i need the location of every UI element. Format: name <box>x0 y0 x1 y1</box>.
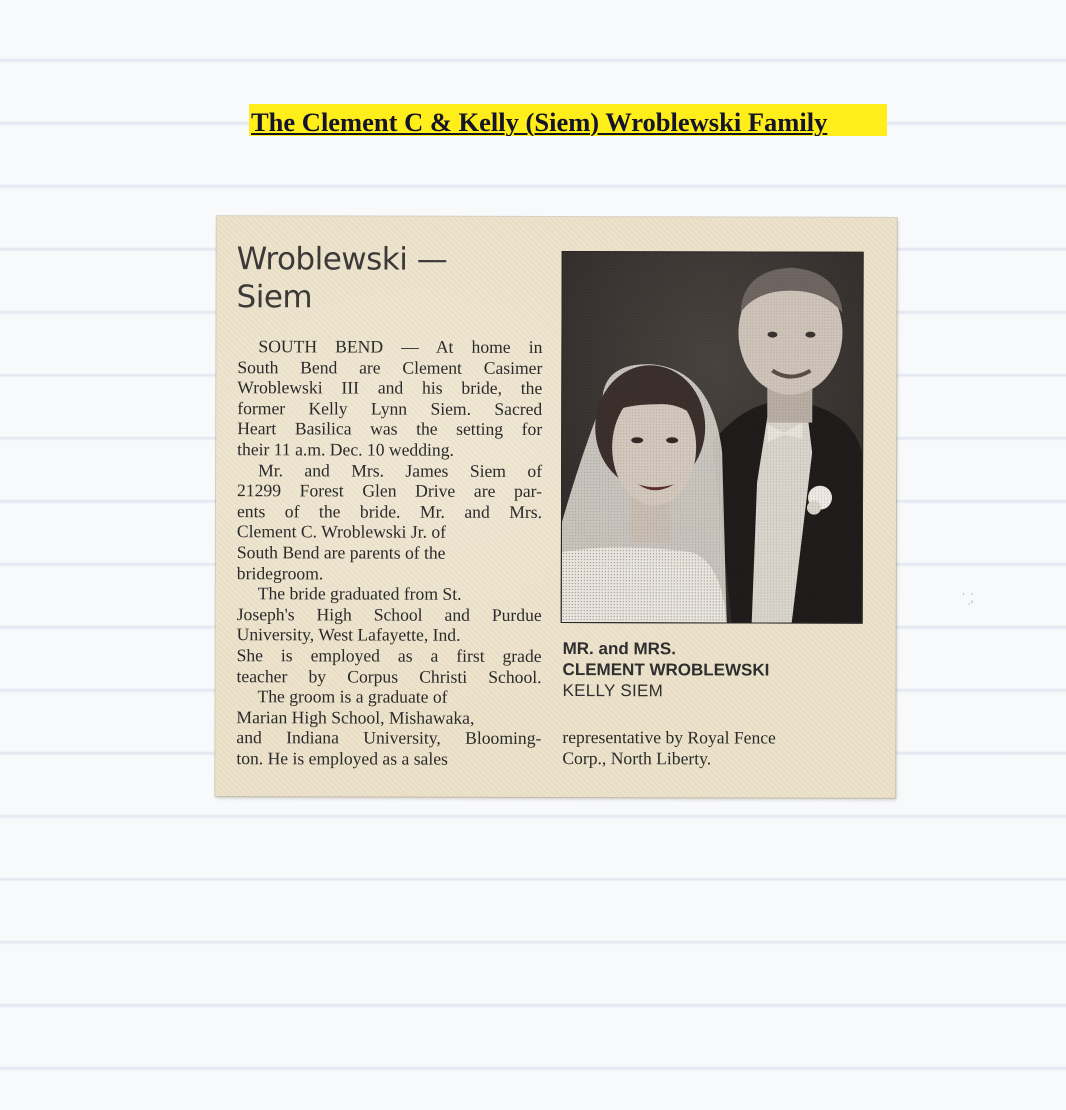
newspaper-clipping <box>215 216 897 798</box>
body-line: ton. He is employed as a sales <box>236 748 448 769</box>
body-line: South Bend are parents of the <box>236 542 446 563</box>
body-line: Joseph's High School and Purdue <box>236 603 542 625</box>
article-headline <box>236 240 536 317</box>
body-line: former Kelly Lynn Siem. Sacred <box>237 397 543 419</box>
body-line: SOUTH BEND — At home in <box>258 336 543 357</box>
body-line: their 11 a.m. Dec. 10 wedding. <box>237 439 454 460</box>
body-line: She is employed as a first grade <box>236 645 542 666</box>
caption-line: MR. and MRS. <box>562 639 676 659</box>
caption-line: KELLY SIEM <box>562 681 664 701</box>
body-line: University, West Lafayette, Ind. <box>236 624 461 646</box>
wedding-photo <box>561 251 864 624</box>
body-line: Mr. and Mrs. James Siem of <box>258 459 543 481</box>
body-line: Wroblewski III and his bride, the <box>237 377 543 399</box>
body-line: South Bend are Clement Casimer <box>237 356 543 378</box>
body-line: The bride graduated from St. <box>257 583 462 604</box>
caption-line: CLEMENT WROBLEWSKI <box>562 660 770 680</box>
continued-line: representative by Royal Fence <box>562 727 776 748</box>
article-continued <box>562 727 862 770</box>
body-line: Marian High School, Mishawaka, <box>236 706 475 728</box>
body-line: teacher by Corpus Christi School. <box>236 665 542 687</box>
body-line: bridegroom. <box>236 562 324 583</box>
body-line: 21299 Forest Glen Drive are par- <box>237 480 543 502</box>
scan-speck: · · ·' <box>962 590 974 610</box>
photo-caption <box>562 638 862 702</box>
body-line: Heart Basilica was the setting for <box>237 418 543 440</box>
body-line: The groom is a graduate of <box>257 686 448 707</box>
wedding-photo-icon <box>562 252 863 623</box>
continued-line: Corp., North Liberty. <box>562 748 712 769</box>
body-line: Clement C. Wroblewski Jr. of <box>236 521 447 543</box>
page-heading: The Clement C & Kelly (Siem) Wroblewski Family <box>249 104 887 136</box>
headline-line: Siem <box>236 279 313 316</box>
article-body <box>236 336 542 769</box>
body-line: and Indiana University, Blooming- <box>236 727 542 749</box>
headline-line: Wroblewski — <box>236 241 448 278</box>
body-line: ents of the bride. Mr. and Mrs. <box>236 500 543 522</box>
